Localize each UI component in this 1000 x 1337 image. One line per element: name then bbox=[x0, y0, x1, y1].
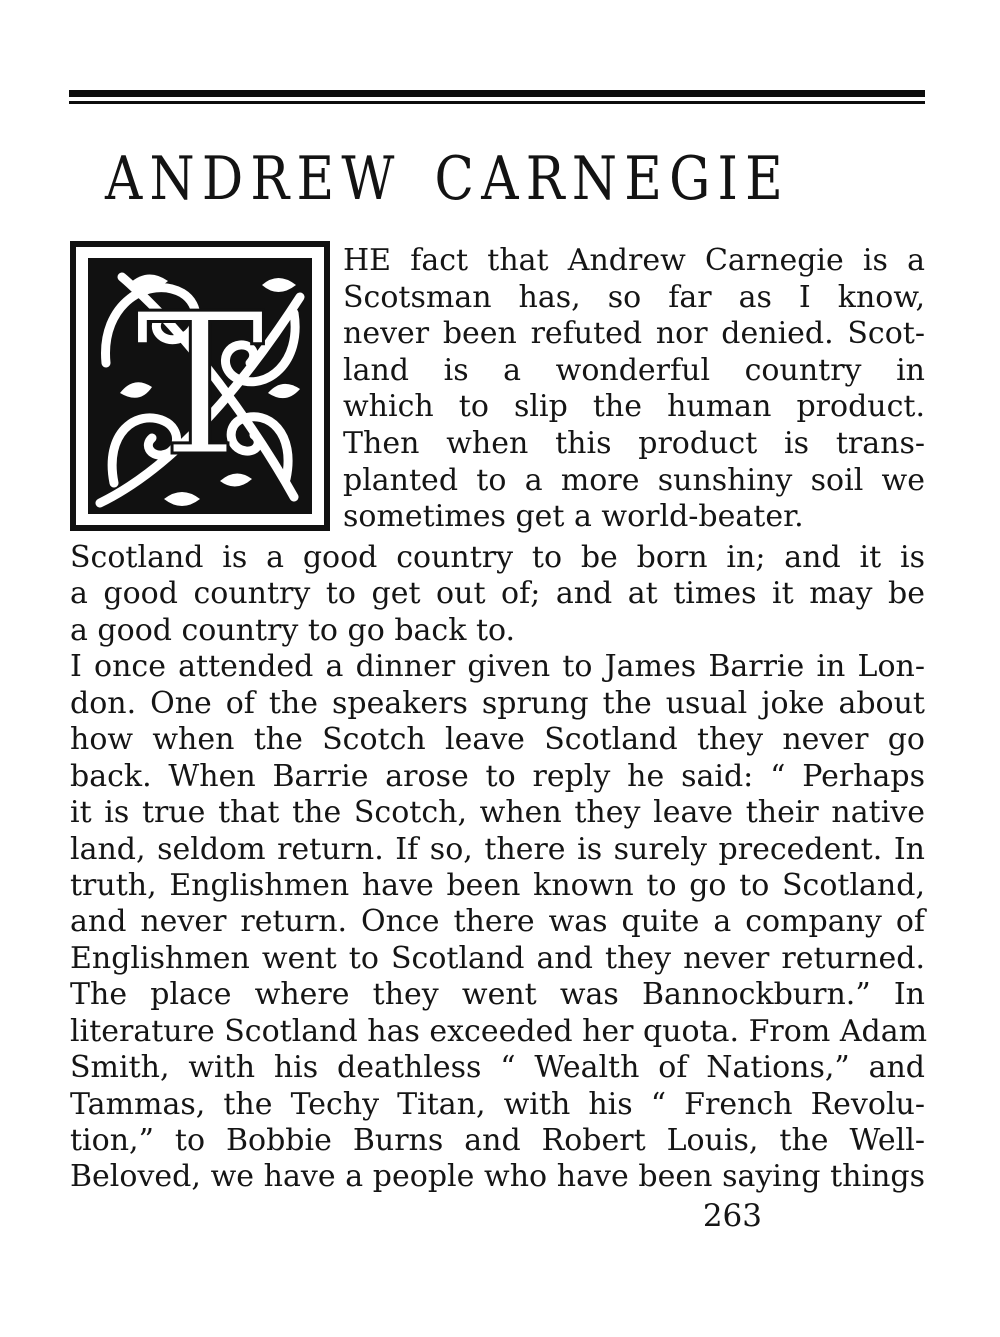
text-line: which to slip the human product. bbox=[343, 389, 925, 425]
text-line: land, seldom return. If so, there is surely precedent. In bbox=[70, 831, 925, 867]
text-line: planted to a more sunshiny soil we bbox=[343, 462, 925, 498]
text-line: Englishmen went to Scotland and they never returned. bbox=[70, 940, 925, 976]
text-line: it is true that the Scotch, when they leave their native bbox=[70, 795, 925, 831]
text-line: truth, Englishmen have been known to go to Scotland, bbox=[70, 867, 925, 903]
text-line: land is a wonderful country in bbox=[343, 352, 925, 388]
text-line: Beloved, we have a people who have been saying things bbox=[70, 1159, 925, 1195]
text-line: Tammas, the Techy Titan, with his “ French Revolu- bbox=[70, 1086, 925, 1122]
text-line: and never return. Once there was quite a company of bbox=[70, 904, 925, 940]
text-line: Scotsman has, so far as I know, bbox=[343, 279, 925, 315]
text-line: literature Scotland has exceeded her quota. From Adam bbox=[70, 1013, 928, 1049]
page-title: ANDREW CARNEGIE bbox=[104, 144, 791, 214]
header-rule-thin bbox=[69, 101, 925, 104]
text-line: a good country to get out of; and at times it may be bbox=[70, 576, 925, 612]
text-line: how when the Scotch leave Scotland they never go bbox=[70, 722, 925, 758]
drop-cap-initial-icon bbox=[70, 241, 330, 531]
text-line: The place where they went was Bannockburn.” In bbox=[70, 977, 925, 1013]
page-number: 263 bbox=[702, 1198, 762, 1234]
drop-cap-ornament bbox=[70, 241, 330, 531]
text-line: never been refuted nor denied. Scot- bbox=[343, 316, 925, 352]
drop-cap-letter: T bbox=[134, 272, 266, 500]
text-line: tion,” to Bobbie Burns and Robert Louis, the Well- bbox=[70, 1123, 925, 1158]
text-line: HE fact that Andrew Carnegie is a bbox=[343, 243, 925, 278]
text-line: back. When Barrie arose to reply he said: “ Perhaps bbox=[70, 758, 925, 794]
text-line: Smith, with his deathless “ Wealth of Nations,” and bbox=[70, 1050, 925, 1086]
text-line: don. One of the speakers sprung the usual joke about bbox=[70, 685, 925, 721]
text-line: sometimes get a world-beater. bbox=[343, 499, 804, 535]
body-paragraphs bbox=[70, 540, 928, 1196]
text-line: Scotland is a good country to be born in; and it is bbox=[70, 540, 925, 575]
text-line: a good country to go back to. bbox=[70, 612, 516, 648]
text-line: I once attended a dinner given to James Barrie in Lon- bbox=[70, 649, 925, 685]
header-rule-thick bbox=[69, 90, 925, 97]
text-line: Then when this product is trans- bbox=[343, 425, 925, 461]
paragraph-beside-dropcap bbox=[343, 243, 925, 536]
